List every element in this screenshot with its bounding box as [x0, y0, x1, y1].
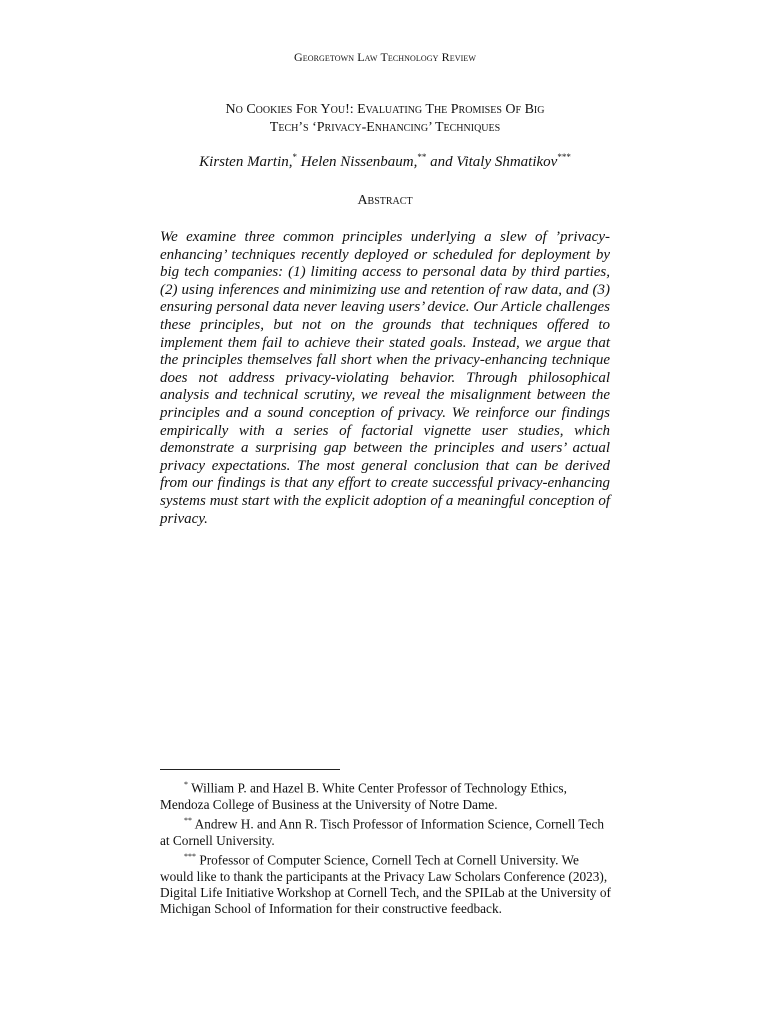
- footnote-mark: ***: [184, 852, 196, 862]
- article-title-line-1: No Cookies For You!: Evaluating The Promises Of Big: [225, 102, 545, 117]
- abstract-body: We examine three common principles underlying a slew of ’privacy-enhancing’ techniques recently deployed or scheduled for deployment by big tech companies: (1) limiting access to personal data by third parties, (2) using inferences and minimizing use and retention of raw data, and (3) ensuring personal data never leaving users’ device. Our Article challenges these principles, but not on the grounds that techniques offered to implement them fail to achieve their stated goals. Instead, we argue that the principles themselves fall short when the privacy-enhancing technique does not address privacy-violating behavior. Through philosophical analysis and technical scrutiny, we reveal the misalignment between the principles and a sound conception of privacy. We reinforce our findings empirically with a series of factorial vignette user studies, which demonstrate a surprising gap between the principles and users’ actual privacy expectations. The most general conclusion that can be derived from our findings is that any effort to create successful privacy-enhancing systems must start with the explicit adoption of a meaningful conception of privacy.: [160, 229, 610, 527]
- footnotes: [160, 777, 612, 918]
- footnote: [160, 813, 612, 849]
- article-title: [140, 101, 630, 137]
- author-line: [140, 152, 630, 171]
- article-title-line-2: Tech’s ‘Privacy-Enhancing’ Techniques: [269, 120, 501, 135]
- author-name: Helen Nissenbaum,: [296, 154, 418, 170]
- footnote-mark[interactable]: *: [292, 152, 297, 162]
- running-header: Georgetown Law Technology Review: [293, 50, 477, 64]
- abstract-heading: Abstract: [357, 193, 413, 208]
- footnote: [160, 777, 612, 813]
- footnote-text: Andrew H. and Ann R. Tisch Professor of Information Science, Cornell Tech at Cornell University.: [160, 816, 605, 848]
- author-name: Kirsten Martin,: [199, 154, 293, 170]
- footnote: [160, 849, 612, 918]
- footnote-text: Professor of Computer Science, Cornell Tech at Cornell University. We would like to thank the participants at the Privacy Law Scholars Conference (2023), Digital Life Initiative Workshop at Cornell Tech, and the SPILab at the University of Michigan School of Information for their constructive feedback.: [160, 852, 611, 917]
- footnote-mark: *: [184, 780, 188, 789]
- footnote-text: William P. and Hazel B. White Center Professor of Technology Ethics, Mendoza College of Business at the University of Notre Dame.: [160, 780, 567, 812]
- author-name: and Vitaly Shmatikov: [426, 154, 558, 170]
- footnote-divider: [160, 769, 340, 770]
- footnote-mark[interactable]: ***: [557, 152, 571, 162]
- footnote-mark[interactable]: **: [417, 152, 427, 162]
- footnote-mark: **: [184, 816, 192, 826]
